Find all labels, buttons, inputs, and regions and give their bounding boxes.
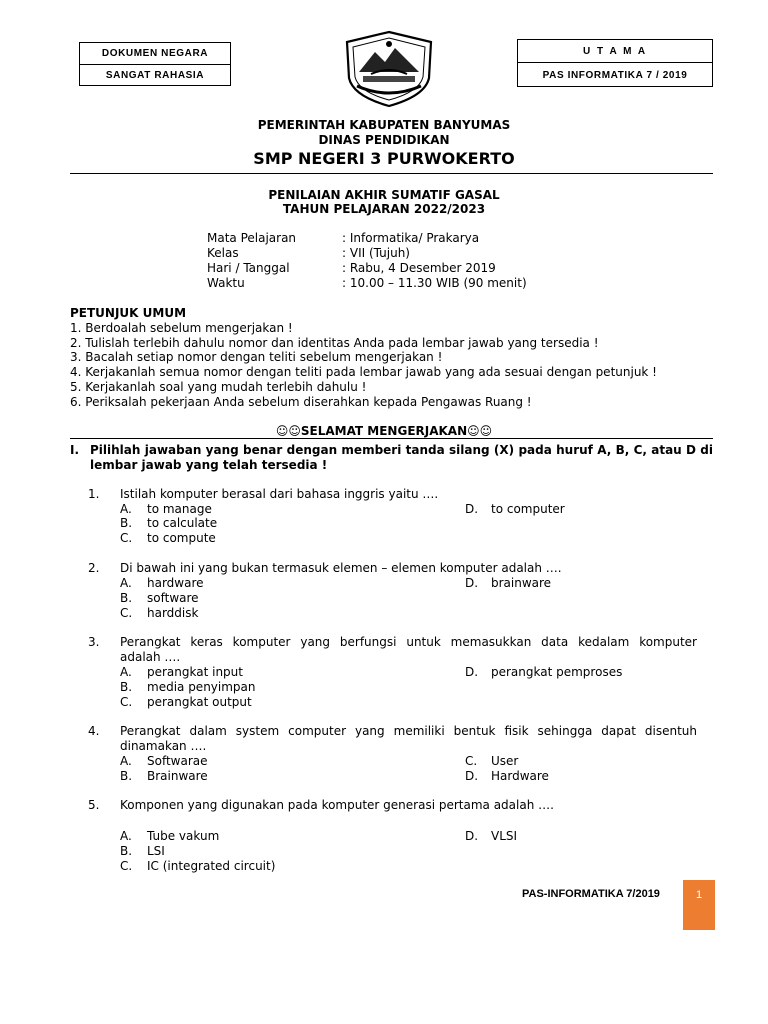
question-text: Komponen yang digunakan pada komputer generasi pertama adalah …. [120,798,554,812]
instruction-item: 4. Kerjakanlah semua nomor dengan teliti pada lembar jawab yang ada sesuai dengan petunjuk ! [70,365,657,379]
question-number: 5. [88,798,100,812]
question-number: 2. [88,561,100,575]
classification-label: DOKUMEN NEGARA [101,48,209,59]
exam-title: PENILAIAN AKHIR SUMATIF GASAL [268,188,500,202]
section-instruction-line2: lembar jawab yang telah tersedia ! [90,458,328,472]
instruction-item: 1. Berdoalah sebelum mengerjakan ! [70,321,293,335]
header-divider [70,173,713,174]
option-text: Tube vakum [147,829,220,843]
option-text: media penyimpan [147,680,256,694]
question-number: 1. [88,487,100,501]
question-text: Di bawah ini yang bukan termasuk elemen – elemen komputer adalah …. [120,561,562,575]
meta-label: Waktu [207,276,245,290]
option-letter: B. [120,844,133,858]
option-text: to manage [147,502,212,516]
option-text: hardware [147,576,204,590]
option-letter: C. [120,531,133,545]
meta-value: : Informatika/ Prakarya [342,231,480,245]
department-title: DINAS PENDIDIKAN [318,133,450,147]
instructions-heading: PETUNJUK UMUM [70,306,187,320]
academic-year: TAHUN PELAJARAN 2022/2023 [282,202,486,216]
meta-value: : 10.00 – 11.30 WIB (90 menit) [342,276,527,290]
question-text: Perangkat dalam system computer yang memiliki bentuk fisik sehingga dapat disentuh [120,724,697,738]
option-letter: B. [120,516,133,530]
classification-box [79,42,231,86]
option-text: IC (integrated circuit) [147,859,276,873]
meta-label: Mata Pelajaran [207,231,297,245]
government-title: PEMERINTAH KABUPATEN BANYUMAS [257,118,511,132]
option-letter: A. [120,754,132,768]
page-number-badge: 1 [683,880,715,930]
question-text: Perangkat keras komputer yang berfungsi untuk memasukkan data kedalam komputer [120,635,697,649]
option-letter: B. [120,769,133,783]
regency-emblem-logo [341,30,437,108]
secrecy-label: SANGAT RAHASIA [80,64,230,86]
option-letter: C. [120,859,133,873]
option-letter: A. [120,665,132,679]
school-name: SMP NEGERI 3 PURWOKERTO [253,149,515,168]
option-letter: D. [465,502,479,516]
greeting-divider [70,438,713,439]
instruction-item: 2. Tulislah terlebih dahulu nomor dan identitas Anda pada lembar jawab yang tersedia ! [70,336,599,350]
option-text: brainware [491,576,552,590]
option-text: software [147,591,199,605]
question-number: 4. [88,724,100,738]
section-number: I. [70,443,80,457]
meta-label: Hari / Tanggal [207,261,290,275]
option-text: Softwarae [147,754,208,768]
exam-code-label: PAS INFORMATIKA 7 / 2019 [518,62,712,87]
question-text-continued: adalah …. [120,650,181,664]
option-letter: B. [120,680,133,694]
question-number: 3. [88,635,100,649]
exam-code-box [517,39,713,87]
question-text-continued: dinamakan …. [120,739,207,753]
option-text: LSI [147,844,165,858]
option-text: perangkat input [147,665,243,679]
option-letter: B. [120,591,133,605]
section-instruction-line1: Pilihlah jawaban yang benar dengan memberi tanda silang (X) pada huruf A, B, C, atau D di [90,443,713,457]
footer-exam-code: PAS-INFORMATIKA 7/2019 [522,888,660,900]
instruction-item: 3. Bacalah setiap nomor dengan teliti sebelum mengerjakan ! [70,350,443,364]
option-letter: D. [465,665,479,679]
option-letter: D. [465,829,479,843]
greeting-banner: ☺☺SELAMAT MENGERJAKAN☺☺ [275,424,493,438]
meta-value: : Rabu, 4 Desember 2019 [342,261,496,275]
priority-label: U T A M A [582,45,648,57]
meta-label: Kelas [207,246,239,260]
option-letter: C. [120,695,133,709]
option-letter: D. [465,576,479,590]
option-text: VLSI [491,829,518,843]
option-text: to calculate [147,516,218,530]
question-text: Istilah komputer berasal dari bahasa inggris yaitu …. [120,487,439,501]
option-text: User [491,754,519,768]
option-text: perangkat output [147,695,252,709]
option-letter: A. [120,502,132,516]
option-text: harddisk [147,606,199,620]
option-letter: C. [120,606,133,620]
option-text: Brainware [147,769,208,783]
option-letter: C. [465,754,478,768]
option-text: Hardware [491,769,549,783]
option-letter: A. [120,576,132,590]
option-text: to compute [147,531,216,545]
meta-value: : VII (Tujuh) [342,246,410,260]
option-text: perangkat pemproses [491,665,623,679]
instruction-item: 5. Kerjakanlah soal yang mudah terlebih dahulu ! [70,380,367,394]
option-letter: D. [465,769,479,783]
option-letter: A. [120,829,132,843]
instruction-item: 6. Periksalah pekerjaan Anda sebelum diserahkan kepada Pengawas Ruang ! [70,395,532,409]
option-text: to computer [491,502,565,516]
